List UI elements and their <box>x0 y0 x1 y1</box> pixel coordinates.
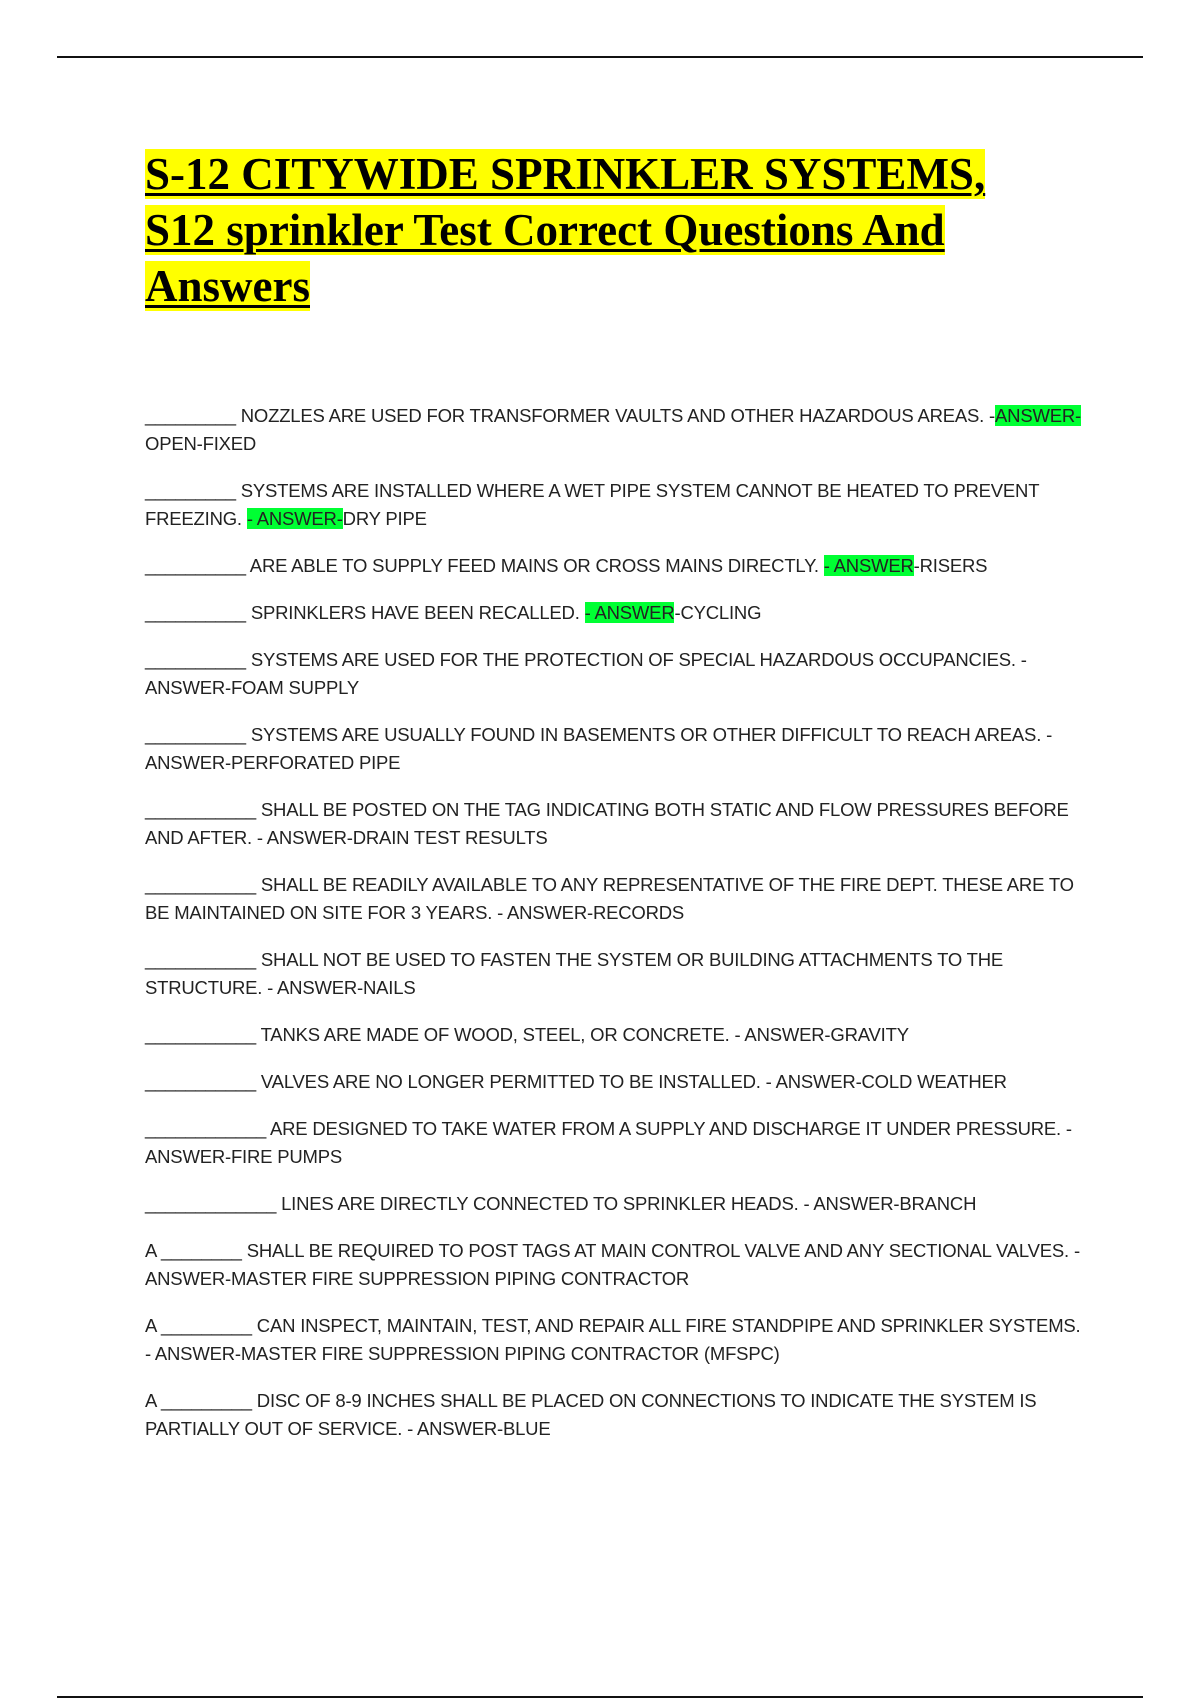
header-rule <box>57 56 1143 58</box>
question-text: __________ SYSTEMS ARE USED FOR THE PROTECTION OF SPECIAL HAZARDOUS OCCUPANCIES. - ANSWER-FOAM SUPPLY <box>145 649 1027 698</box>
qa-item <box>145 1237 1090 1293</box>
answer-text: OPEN-FIXED <box>145 433 257 454</box>
document-title <box>145 146 1075 314</box>
qa-item <box>145 402 1090 458</box>
question-text: ___________ SHALL BE POSTED ON THE TAG INDICATING BOTH STATIC AND FLOW PRESSURES BEFORE AND AFTER. - ANSWER-DRAIN TEST RESULTS <box>145 799 1069 848</box>
title-line-2: S12 sprinkler Test Correct Questions And <box>145 205 945 255</box>
question-text: A _________ DISC OF 8-9 INCHES SHALL BE PLACED ON CONNECTIONS TO INDICATE THE SYSTEM IS PARTIALLY OUT OF SERVICE. - ANSWER-BLUE <box>145 1390 1037 1439</box>
question-answer-list <box>145 402 1090 1462</box>
qa-item <box>145 1068 1090 1096</box>
qa-item <box>145 1312 1090 1368</box>
question-text: _________ SYSTEMS ARE INSTALLED WHERE A WET PIPE SYSTEM CANNOT BE HEATED TO PREVENT FREEZING. <box>145 480 1039 529</box>
qa-item <box>145 721 1090 777</box>
answer-text: -RISERS <box>913 555 988 576</box>
question-text: A ________ SHALL BE REQUIRED TO POST TAGS AT MAIN CONTROL VALVE AND ANY SECTIONAL VALVES. - ANSWER-MASTER FIRE SUPPRESSION PIPING CONTRACTOR <box>145 1240 1080 1289</box>
question-text: _____________ LINES ARE DIRECTLY CONNECTED TO SPRINKLER HEADS. - ANSWER-BRANCH <box>145 1193 977 1214</box>
title-line-1: S-12 CITYWIDE SPRINKLER SYSTEMS, <box>145 149 986 199</box>
qa-item <box>145 1115 1090 1171</box>
question-text: _________ NOZZLES ARE USED FOR TRANSFORMER VAULTS AND OTHER HAZARDOUS AREAS. - <box>145 405 996 426</box>
qa-item <box>145 796 1090 852</box>
answer-text: DRY PIPE <box>342 508 427 529</box>
question-text: ____________ ARE DESIGNED TO TAKE WATER FROM A SUPPLY AND DISCHARGE IT UNDER PRESSURE. - ANSWER-FIRE PUMPS <box>145 1118 1072 1167</box>
qa-item <box>145 1021 1090 1049</box>
qa-item <box>145 1387 1090 1443</box>
qa-item <box>145 946 1090 1002</box>
question-text: __________ SYSTEMS ARE USUALLY FOUND IN BASEMENTS OR OTHER DIFFICULT TO REACH AREAS. - ANSWER-PERFORATED PIPE <box>145 724 1053 773</box>
question-text: A _________ CAN INSPECT, MAINTAIN, TEST, AND REPAIR ALL FIRE STANDPIPE AND SPRINKLER SYSTEMS. - ANSWER-MASTER FIRE SUPPRESSION PIPING CONTRACTOR (MFSPC) <box>145 1315 1081 1364</box>
question-text: ___________ SHALL NOT BE USED TO FASTEN THE SYSTEM OR BUILDING ATTACHMENTS TO THE STRUCTURE. - ANSWER-NAILS <box>145 949 1004 998</box>
question-text: ___________ SHALL BE READILY AVAILABLE TO ANY REPRESENTATIVE OF THE FIRE DEPT. THESE ARE TO BE MAINTAINED ON SITE FOR 3 YEARS. - ANSWER-RECORDS <box>145 874 1074 923</box>
answer-highlight: - ANSWER- <box>246 508 343 529</box>
question-text: __________ SPRINKLERS HAVE BEEN RECALLED. <box>145 602 585 623</box>
qa-item <box>145 1190 1090 1218</box>
qa-item <box>145 477 1090 533</box>
qa-item <box>145 871 1090 927</box>
question-text: __________ ARE ABLE TO SUPPLY FEED MAINS OR CROSS MAINS DIRECTLY. <box>145 555 824 576</box>
qa-item <box>145 552 1090 580</box>
answer-highlight: - ANSWER <box>584 602 675 623</box>
qa-item <box>145 646 1090 702</box>
answer-highlight: - ANSWER <box>823 555 914 576</box>
title-line-3: Answers <box>145 261 310 311</box>
answer-text: -CYCLING <box>674 602 762 623</box>
question-text: ___________ VALVES ARE NO LONGER PERMITTED TO BE INSTALLED. - ANSWER-COLD WEATHER <box>145 1071 1007 1092</box>
question-text: ___________ TANKS ARE MADE OF WOOD, STEEL, OR CONCRETE. - ANSWER-GRAVITY <box>145 1024 909 1045</box>
qa-item <box>145 599 1090 627</box>
answer-highlight: ANSWER- <box>995 405 1081 426</box>
footer-rule <box>57 1696 1143 1698</box>
